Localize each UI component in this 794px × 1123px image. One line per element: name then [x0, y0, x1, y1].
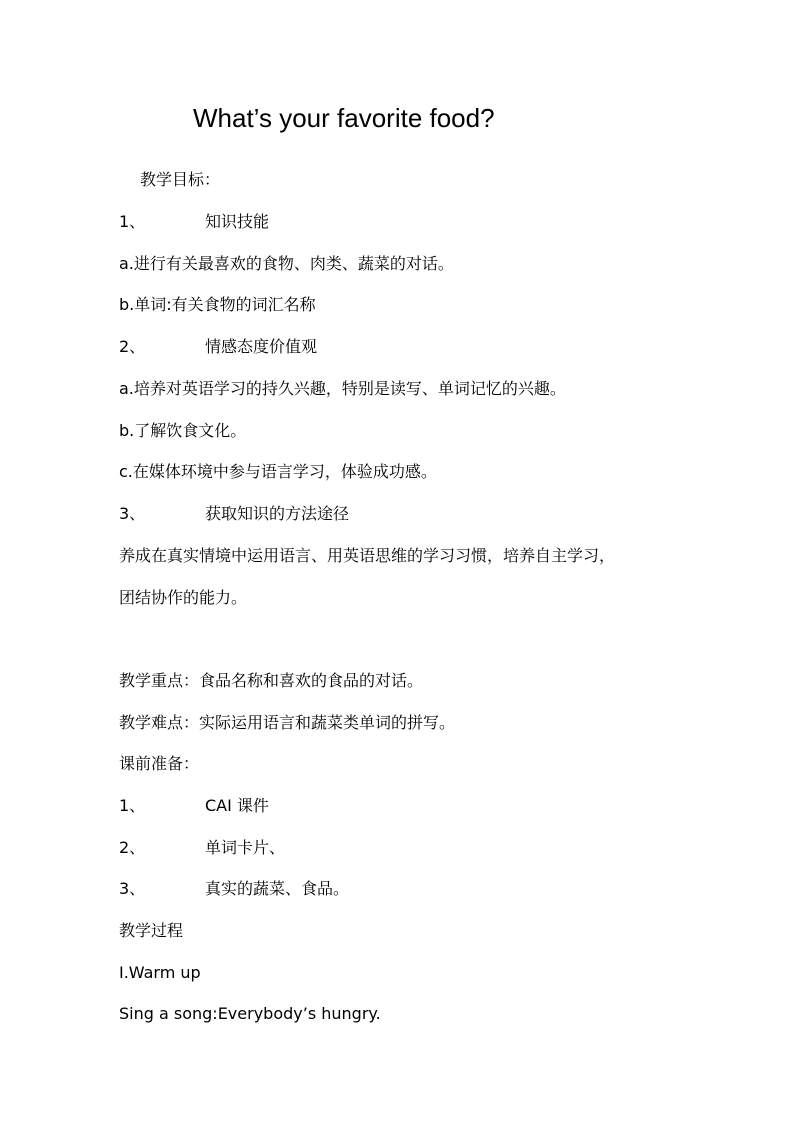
- document-title: What’s your favorite food?: [193, 103, 495, 133]
- knowledge-item-a: a.进行有关最喜欢的食物、肉类、蔬菜的对话。: [119, 254, 454, 273]
- preparation-label-3: 真实的蔬菜、食品。: [205, 879, 350, 898]
- attitude-item-c: c.在媒体环境中参与语言学习，体验成功感。: [119, 462, 437, 481]
- objective-label-1: 知识技能: [205, 212, 270, 231]
- process-heading: 教学过程: [119, 921, 184, 940]
- preparation-item-2: [119, 837, 285, 859]
- preparation-label-1: CAI 课件: [205, 796, 269, 815]
- objective-item-1: [119, 211, 269, 233]
- preparation-number-3: 3、: [119, 879, 146, 898]
- objectives-heading: 教学目标：: [140, 170, 221, 189]
- attitude-item-b: b.了解饮食文化。: [119, 421, 247, 440]
- methods-line-2: 团结协作的能力。: [119, 588, 248, 607]
- preparation-number-1: 1、: [119, 796, 146, 815]
- difficult-point: 教学难点：实际运用语言和蔬菜类单词的拼写。: [119, 713, 456, 732]
- objective-number-2: 2、: [119, 337, 146, 356]
- preparation-heading: 课前准备：: [119, 754, 200, 773]
- preparation-label-2: 单词卡片、: [205, 838, 286, 857]
- preparation-item-1: [119, 795, 269, 817]
- key-point: 教学重点：食品名称和喜欢的食品的对话。: [119, 671, 424, 690]
- song-line: Sing a song:Everybody’s hungry.: [119, 1004, 381, 1023]
- preparation-item-3: [119, 878, 349, 900]
- objective-label-2: 情感态度价值观: [205, 337, 318, 356]
- warmup-heading: I.Warm up: [119, 963, 201, 982]
- objective-item-2: [119, 336, 317, 358]
- preparation-number-2: 2、: [119, 838, 146, 857]
- objective-number-3: 3、: [119, 504, 146, 523]
- objective-label-3: 获取知识的方法途径: [205, 504, 350, 523]
- knowledge-item-b: b.单词:有关食物的词汇名称: [119, 295, 316, 314]
- attitude-item-a: a.培养对英语学习的持久兴趣，特别是读写、单词记忆的兴趣。: [119, 379, 566, 398]
- methods-line-1: 养成在真实情境中运用语言、用英语思维的学习习惯，培养自主学习，: [119, 546, 616, 565]
- objective-item-3: [119, 503, 349, 525]
- objective-number-1: 1、: [119, 212, 146, 231]
